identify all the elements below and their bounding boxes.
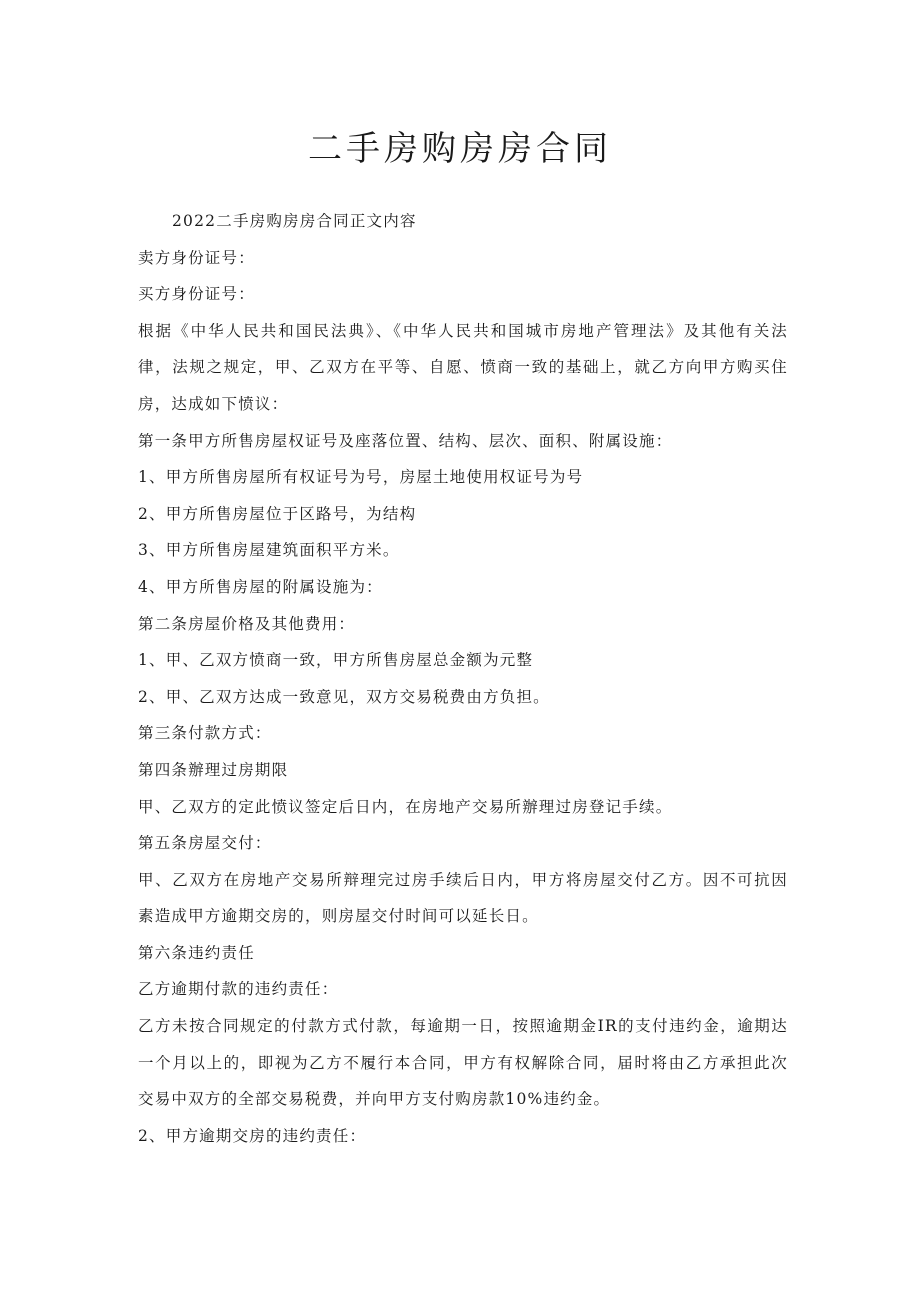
seller-id-label: 卖方身份证号： [138, 248, 255, 267]
article2-heading: 第二条房屋价格及其他费用： [138, 614, 356, 633]
article1-item2: 2、甲方所售房屋位于区路号，为结构 [138, 504, 417, 523]
article2-item1: 1、甲、乙双方愤商一致，甲方所售房屋总金额为元整 [138, 651, 534, 670]
article6-heading: 第六条违约责任 [138, 943, 255, 962]
article6-text1: 乙方未按合同规定的付款方式付款，每逾期一日，按照逾期金IR的支付违约金，逾期达一个月以上的，即视为乙方不履行本合同，甲方有权解除合同，届时将由乙方承担此次交易中双方的全部交易税费，并向甲方支付购房款10%违约金。 [138, 1017, 788, 1109]
article2-item2: 2、甲、乙双方达成一致意见，双方交易税费由方负担。 [138, 687, 550, 706]
document-title: 二手房购房房合同 [308, 129, 612, 169]
preamble-paragraph: 根据《中华人民共和国民法典》、《中华人民共和国城市房地产管理法》及其他有关法律，法规之规定，甲、乙双方在平等、自愿、愤商一致的基础上，就乙方向甲方购买住房，达成如下愤议： [138, 321, 788, 413]
article6-sub1: 乙方逾期付款的违约责任： [138, 980, 339, 999]
article1-item1: 1、甲方所售房屋所有权证号为号，房屋土地使用权证号为号 [138, 468, 584, 487]
document-subtitle: 2022二手房购房房合同正文内容 [172, 212, 417, 230]
article5-text: 甲、乙双方在房地产交易所辩理完过房手续后日内，甲方将房屋交付乙方。因不可抗因素造成甲方逾期交房的，则房屋交付时间可以延长日。 [138, 870, 788, 926]
article4-heading: 第四条辦理过房期限 [138, 760, 289, 779]
article1-item4: 4、甲方所售房屋的附属设施为： [138, 577, 383, 596]
article1-heading: 第一条甲方所售房屋权证号及座落位置、结构、层次、面积、附属设施： [138, 431, 673, 450]
document-body [138, 203, 788, 1154]
article6-sub2: 2、甲方逾期交房的违约责任： [138, 1126, 367, 1145]
article3-heading: 第三条付款方式： [138, 724, 272, 743]
article1-item3: 3、甲方所售房屋建筑面积平方米。 [138, 541, 400, 560]
article4-text: 甲、乙双方的定此愤议签定后日内，在房地产交易所辦理过房登记手续。 [138, 797, 673, 816]
buyer-id-label: 买方身份证号： [138, 285, 255, 304]
article5-heading: 第五条房屋交付： [138, 834, 272, 853]
